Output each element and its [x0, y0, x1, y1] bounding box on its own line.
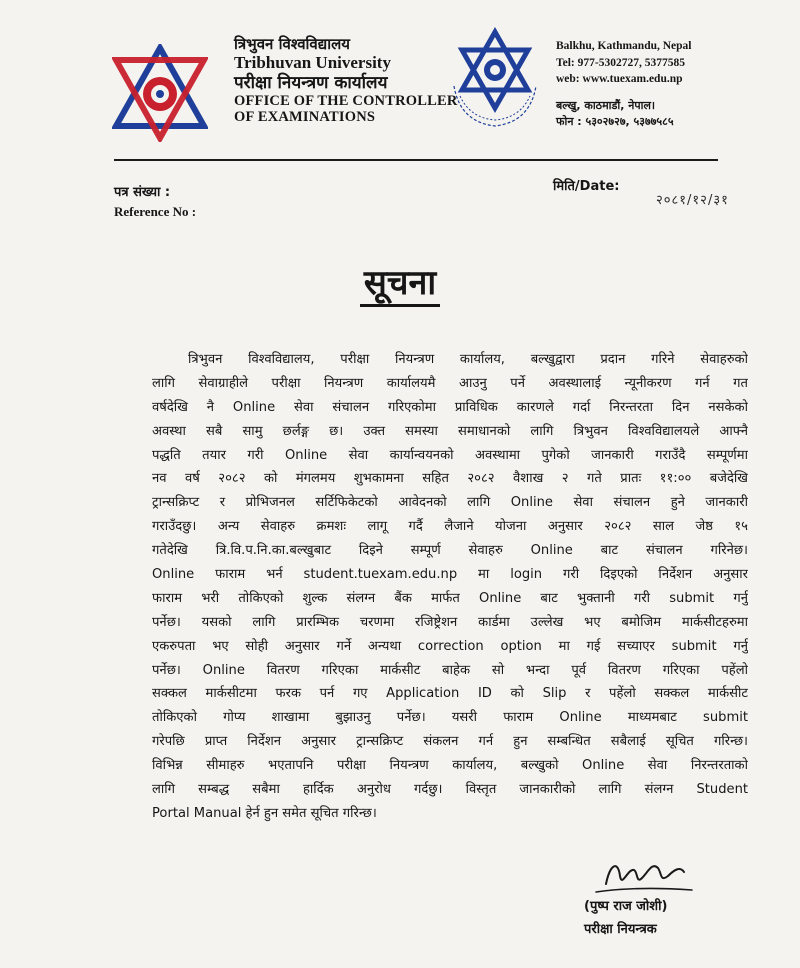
- notice-line: वर्षदेखि नै Online सेवा संचालन गरिएकोमा प्राविधिक कारणले गर्दा निरन्तरता दिन नसकेको: [152, 399, 748, 415]
- notice-line: गराउँदछु। अन्य सेवाहरु क्रमशः लागू गर्दै लैजाने योजना अनुसार २०८२ साल जेष्ठ १५: [152, 519, 748, 535]
- university-name-np: त्रिभुवन विश्वविद्यालय: [234, 35, 350, 53]
- website: web: www.tuexam.edu.np: [556, 73, 683, 86]
- letterhead-right: [556, 38, 692, 130]
- notice-title-text: सूचना: [360, 263, 440, 307]
- address-en: Balkhu, Kathmandu, Nepal: [556, 40, 692, 52]
- signatory-name: (पुष्प राज जोशी): [584, 899, 668, 914]
- date-label: मिति/Date:: [553, 179, 620, 194]
- notice-line: सक्कल मार्कसीटमा फरक पर्न गए Application ID को Slip र पहेंलो सक्कल मार्कसीट: [152, 686, 748, 702]
- notice-line: नव वर्ष २०८२ को मंगलमय शुभकामना सहित २०८२ वैशाख २ गते प्रातः ११:०० बजेदेखि: [152, 471, 748, 487]
- address-np: बल्खु, काठमाडौं, नेपाल।: [556, 99, 656, 113]
- signatory-designation: परीक्षा नियन्त्रक: [584, 921, 657, 937]
- date-value: २०८१/१२/३१: [656, 193, 729, 208]
- notice-line: पर्नेछ। Online वितरण गरिएका मार्कसीट बाहेक सो भन्दा पूर्व वितरण गरिएका पहेंलो: [152, 662, 748, 678]
- phone-np: फोन : ५३०२७२७, ५३७७५८५: [556, 114, 674, 128]
- notice-line: त्रिभुवन विश्वविद्यालय, परीक्षा नियन्त्रण कार्यालय, बल्खुद्वारा प्रदान गरिने सेवाहरुको: [188, 352, 748, 367]
- notice-line: विभिन्न सीमाहरु भएतापनि परीक्षा नियन्त्रण कार्यालय, बल्खुको Online सेवा निरन्तरताको: [152, 758, 748, 774]
- reference-label-np: पत्र संख्या :: [114, 185, 171, 200]
- notice-line: एकरुपता भए सोही अनुसार गर्ने अन्यथा correction option मा गई सच्याएर submit गर्नु: [152, 638, 748, 654]
- notice-line: गरेपछि प्राप्त निर्देशन अनुसार ट्रान्सक्रिप्ट संकलन गर्न हुन सम्बन्धित सबैलाई सूचित गरिन्छ।: [152, 734, 748, 750]
- telephone: Tel: 977-5302727, 5377585: [556, 56, 685, 69]
- university-name-en: Tribhuvan University: [234, 52, 391, 72]
- notice-title: [0, 258, 800, 304]
- notice-line: अवस्था सबै सामु छर्लङ्ग छ। उक्त समस्या समाधानको लागि त्रिभुवन विश्वविद्यालयले आफ्नै: [152, 423, 748, 439]
- notice-line: Portal Manual हेर्न हुन समेत सूचित गरिन्छ।: [152, 805, 377, 821]
- office-name-np: परीक्षा नियन्त्रण कार्यालय: [234, 72, 388, 93]
- notice-line: फाराम भरी तोकिएको शुल्क संलग्न बैंक मार्फत Online बाट भुक्तानी गरी submit गर्नु: [152, 590, 748, 606]
- office-seal-stamp: [440, 26, 550, 136]
- notice-body: [152, 348, 748, 826]
- tribhuvan-university-logo: [112, 44, 208, 142]
- letterhead-left: [234, 36, 458, 125]
- notice-line: ट्रान्सक्रिप्ट र प्रोभिजनल सर्टिफिकेटको आवेदनको लागि Online सेवा संचालन हुने जानकारी: [152, 495, 748, 511]
- office-name-en-1: OFFICE OF THE CONTROLLER: [234, 92, 458, 109]
- letterhead-divider: [114, 159, 718, 161]
- notice-line: गतेदेखि त्रि.वि.प.नि.का.बल्खुबाट दिइने सम्पूर्ण सेवाहरु Online बाट संचालन गरिनेछ।: [152, 543, 748, 559]
- handwritten-signature: [588, 848, 698, 898]
- notice-line: लागि सम्बद्ध सबैमा हार्दिक अनुरोध गर्दछु। विस्तृत जानकारीको लागि संलग्न Student: [152, 782, 748, 798]
- notice-line: पद्धति तयार गरी Online सेवा कार्यान्वयनको अवस्थामा पुगेको जानकारी गराउँदै सम्पूर्णमा: [152, 447, 748, 463]
- notice-line: लागि सेवाग्राहीले परीक्षा नियन्त्रण कार्यालयमै आउनु पर्ने अवस्थालाई न्यूनीकरण गर्न गत: [152, 375, 748, 391]
- signatory-block: [584, 896, 667, 942]
- reference-label-en: Reference No :: [114, 203, 197, 219]
- reference-block: [114, 184, 196, 222]
- office-name-en-2: OF EXAMINATIONS: [234, 109, 376, 126]
- notice-line: Online फाराम भर्न student.tuexam.edu.np मा login गरी दिइएको निर्देशन अनुसार: [152, 567, 748, 583]
- notice-line: पर्नेछ। यसको लागि प्रारम्भिक चरणमा रजिष्ट्रेशन कार्डमा उल्लेख भए बमोजिम मार्कसीटहरुमा: [152, 614, 748, 630]
- notice-line: तोकिएको गोप्य शाखामा बुझाउनु पर्नेछ। यसरी फाराम Online माध्यमबाट submit: [152, 710, 748, 726]
